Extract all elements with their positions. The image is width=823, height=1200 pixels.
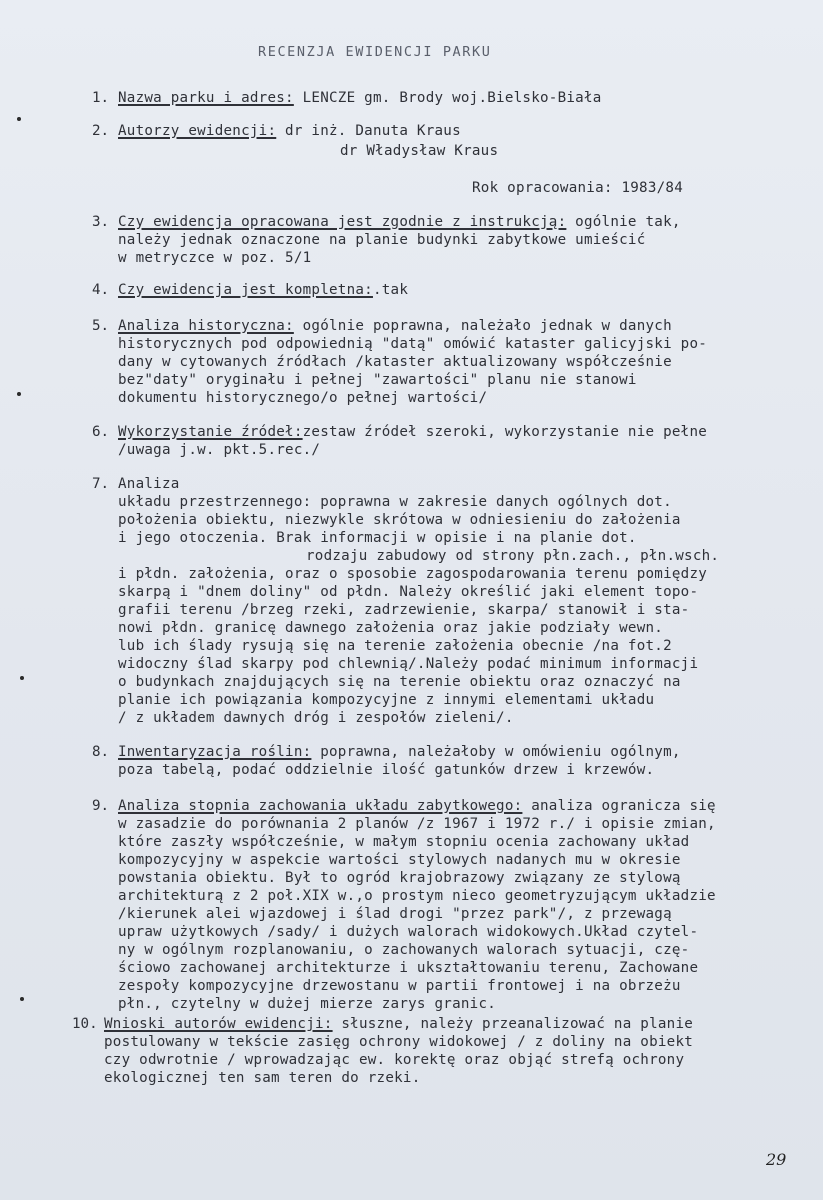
item-2-line-2: dr Władysław Kraus (340, 143, 499, 159)
item-1-line-1: Nazwa parku i adres: LENCZE gm. Brody woj.Bielsko-Biała (118, 90, 602, 106)
item-9-line-8: upraw użytkowych /sady/ i dużych walorach widokowych.Układ czytel- (118, 924, 699, 940)
margin-mark (20, 997, 24, 1001)
item-5-line-3: dany w cytowanych źródłach /kataster aktualizowany współcześnie (118, 354, 672, 370)
item-6-number: 6. (92, 424, 110, 440)
item-7-line-6: i płdn. założenia, oraz o sposobie zagospodarowania terenu pomiędzy (118, 566, 708, 582)
item-10-line-1: Wnioski autorów ewidencji: słuszne, należy przeanalizować na planie (104, 1016, 694, 1032)
item-7-line-7: skarpą i "dnem doliny" od płdn. Należy określić jaki element topo- (118, 584, 699, 600)
item-9-line-1: Analiza stopnia zachowania układu zabytkowego: analiza ogranicza się (118, 798, 716, 814)
item-2-number: 2. (92, 123, 110, 139)
item-8-line-1: Inwentaryzacja roślin: poprawna, należałoby w omówieniu ogólnym, (118, 744, 681, 760)
item-9-line-5: powstania obiektu. Był to ogród krajobrazowy związany ze stylową (118, 870, 681, 886)
margin-mark (17, 392, 21, 396)
item-10-line-3: czy odwrotnie / wprowadzając ew. korektę oraz objąć strefą ochrony (104, 1052, 685, 1068)
document-title: RECENZJA EWIDENCJI PARKU (258, 44, 492, 60)
item-5-line-2: historycznych pod odpowiednią "datą" omówić kataster galicyjski po- (118, 336, 708, 352)
item-7-line-13: planie ich powiązania kompozycyjne z innymi elementami układu (118, 692, 655, 708)
item-3-number: 3. (92, 214, 110, 230)
item-9-line-4: kompozycyjny w aspekcie wartości stylowych nadanych mu w okresie (118, 852, 681, 868)
item-3-line-2: należy jednak oznaczone na planie budynki zabytkowe umieścić (118, 232, 646, 248)
page-number: 29 (766, 1150, 787, 1169)
item-7-line-4: i jego otoczenia. Brak informacji w opisie i na planie dot. (118, 530, 637, 546)
item-1-number: 1. (92, 90, 110, 106)
item-9-line-2: w zasadzie do porównania 2 planów /z 1967 i 1972 r./ i opisie zmian, (118, 816, 716, 832)
item-6-line-1: Wykorzystanie źródeł:zestaw źródeł szeroki, wykorzystanie nie pełne (118, 424, 708, 440)
item-10-line-4: ekologicznej ten sam teren do rzeki. (104, 1070, 421, 1086)
item-7-line-9: nowi płdn. granicę dawnego założenia oraz jakie podziały wewn. (118, 620, 664, 636)
item-7-line-5: rodzaju zabudowy od strony płn.zach., płn.wsch. (306, 548, 720, 564)
item-8-line-2: poza tabelą, podać oddzielnie ilość gatunków drzew i krzewów. (118, 762, 655, 778)
item-9-line-6: architekturą z 2 poł.XIX w.,o prostym nieco geometryzującym układzie (118, 888, 716, 904)
item-7-line-10: lub ich ślady rysują się na terenie założenia obecnie /na fot.2 (118, 638, 672, 654)
item-7-line-8: grafii terenu /brzeg rzeki, zadrzewienie, skarpa/ stanowił i sta- (118, 602, 690, 618)
item-9-line-3: które zaszły współcześnie, w małym stopniu ocenia zachowany układ (118, 834, 690, 850)
item-7-line-2: układu przestrzennego: poprawna w zakresie danych ogólnych dot. (118, 494, 672, 510)
year-line: Rok opracowania: 1983/84 (472, 180, 683, 196)
item-9-line-12: płn., czytelny w dużej mierze zarys granic. (118, 996, 497, 1012)
item-7-line-1: Analiza (118, 476, 180, 492)
item-10-line-2: postulowany w tekście zasięg ochrony widokowej / z doliny na obiekt (104, 1034, 694, 1050)
item-10-number: 10. (72, 1016, 98, 1032)
item-7-line-11: widoczny ślad skarpy pod chlewnią/.Należy podać minimum informacji (118, 656, 699, 672)
item-6-line-2: /uwaga j.w. pkt.5.rec./ (118, 442, 321, 458)
item-5-line-4: bez"daty" oryginału i pełnej "zawartości" planu nie stanowi (118, 372, 637, 388)
item-3-line-1: Czy ewidencja opracowana jest zgodnie z instrukcją: ogólnie tak, (118, 214, 681, 230)
item-5-number: 5. (92, 318, 110, 334)
item-9-line-11: zespoły kompozycyjne drzewostanu w partii frontowej i na obrzeżu (118, 978, 681, 994)
item-4-line-1: Czy ewidencja jest kompletna:.tak (118, 282, 409, 298)
item-2-line-1: Autorzy ewidencji: dr inż. Danuta Kraus (118, 123, 461, 139)
item-5-line-1: Analiza historyczna: ogólnie poprawna, należało jednak w danych (118, 318, 672, 334)
item-9-line-9: ny w ogólnym rozplanowaniu, o zachowanych walorach sytuacji, czę- (118, 942, 690, 958)
item-7-number: 7. (92, 476, 110, 492)
item-3-line-3: w metryczce w poz. 5/1 (118, 250, 312, 266)
margin-mark (17, 117, 21, 121)
item-8-number: 8. (92, 744, 110, 760)
item-4-number: 4. (92, 282, 110, 298)
item-9-number: 9. (92, 798, 110, 814)
margin-mark (20, 676, 24, 680)
item-5-line-5: dokumentu historycznego/o pełnej wartości/ (118, 390, 488, 406)
item-9-line-7: /kierunek alei wjazdowej i ślad drogi "przez park"/, z przewagą (118, 906, 672, 922)
item-7-line-14: / z układem dawnych dróg i zespołów zieleni/. (118, 710, 514, 726)
item-7-line-12: o budynkach znajdujących się na terenie obiektu oraz oznaczyć na (118, 674, 681, 690)
item-9-line-10: ściowo zachowanej architekturze i ukształtowaniu terenu, Zachowane (118, 960, 699, 976)
item-7-line-3: położenia obiektu, niezwykle skrótowa w odniesieniu do założenia (118, 512, 681, 528)
